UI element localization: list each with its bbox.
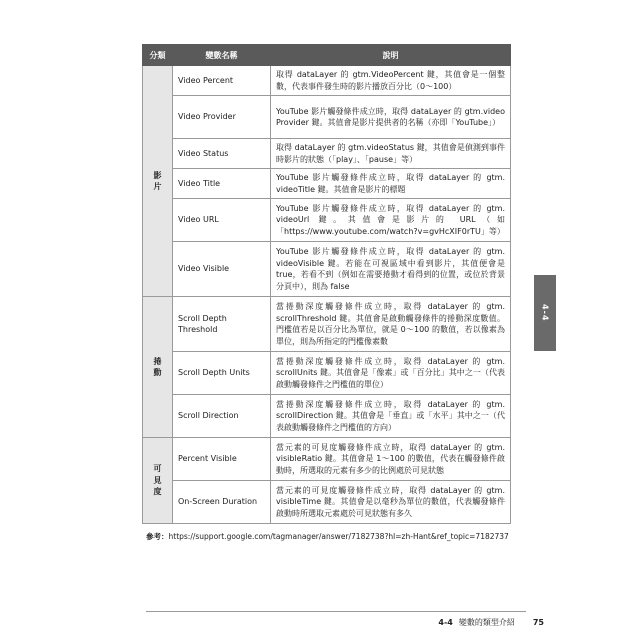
variable-description: YouTube 影片觸發條件成立時，取得 dataLayer 的 gtm. videoVisible 鍵。若能在可視區域中看到影片，其值便會是 true，若看不到（例如在需要捲動才看得到的位置，或位於背景分頁中），則為 false (271, 242, 511, 297)
variable-description: 當捲動深度觸發條件成立時，取得 dataLayer 的 gtm. scrollThreshold 鍵。其值會是啟動觸發條件的捲動深度數值。門檻值若是以百分比為單位，就是 0～100 的數值，若以像素為單位，則為所指定的門檻像素數 (271, 297, 511, 352)
variable-name: Video Provider (173, 96, 271, 139)
reference-note (146, 531, 509, 542)
table-row (143, 481, 511, 524)
variable-description: 當捲動深度觸發條件成立時，取得 dataLayer 的 gtm. scrollUnits 鍵。其值會是「像素」或「百分比」其中之一（代表啟動觸發條件之門檻值的單位） (271, 352, 511, 395)
footer-title: 變數的類型介紹 (458, 618, 515, 627)
footer-divider (146, 611, 526, 612)
category-char: 捲 (153, 356, 162, 366)
variable-description: 當元素的可見度觸發條件成立時，取得 dataLayer 的 gtm. visibleTime 鍵。其值會是以毫秒為單位的數值，代表觸發條件啟動時所選取元素處於可見狀態有多久 (271, 481, 511, 524)
variable-description: 當捲動深度觸發條件成立時，取得 dataLayer 的 gtm. scrollDirection 鍵。其值會是「垂直」或「水平」其中之一（代表啟動觸發條件之門檻值的方向） (271, 395, 511, 438)
chapter-side-tab (534, 275, 556, 351)
variable-description: YouTube 影片觸發條件成立時，取得 dataLayer 的 gtm. videoTitle 鍵。其值會是影片的標題 (271, 169, 511, 199)
header-variable-name: 變數名稱 (173, 45, 271, 66)
variable-description: YouTube 影片觸發條件成立時，取得 dataLayer 的 gtm. videoUrl 鍵。其值會是影片的 URL（如「https://www.youtube.com/watch?v=gvHcXIF0rTU」等） (271, 199, 511, 242)
reference-label: 參考： (146, 532, 169, 541)
variable-name: Video Status (173, 139, 271, 169)
category-scroll (143, 297, 173, 438)
page-footer (438, 617, 544, 628)
variables-table (142, 44, 511, 524)
table-row (143, 66, 511, 96)
variable-name: Video Title (173, 169, 271, 199)
variable-name: Video Visible (173, 242, 271, 297)
footer-chapter: 4-4 (438, 618, 453, 627)
variable-name: Scroll Direction (173, 395, 271, 438)
variable-name: Scroll Depth Units (173, 352, 271, 395)
category-char: 見 (153, 475, 162, 485)
variable-description: 取得 dataLayer 的 gtm.videoStatus 鍵，其值會是偵測到事件時影片的狀態（「play」、「pause」等） (271, 139, 511, 169)
category-visibility (143, 438, 173, 524)
variable-description: 取得 dataLayer 的 gtm.VideoPercent 鍵，其值會是一個整數，代表事件發生時的影片播放百分比（0～100） (271, 66, 511, 96)
table-row (143, 242, 511, 297)
side-tab-label: 4-4 (540, 304, 550, 322)
category-video (143, 66, 173, 297)
category-char: 度 (153, 487, 162, 497)
table-row (143, 438, 511, 481)
category-char: 可 (153, 464, 162, 474)
variable-description: 當元素的可見度觸發條件成立時，取得 dataLayer 的 gtm. visibleRatio 鍵。其值會是 1～100 的數值，代表在觸發條件啟動時，所選取的元素有多少的比例處於可見狀態 (271, 438, 511, 481)
table-row (143, 199, 511, 242)
reference-url[interactable]: https://support.google.com/tagmanager/answer/7182738?hl=zh-Hant&ref_topic=7182737 (168, 532, 509, 541)
table-row (143, 395, 511, 438)
category-char: 動 (153, 368, 162, 377)
variable-name: Percent Visible (173, 438, 271, 481)
variable-name: Scroll Depth Threshold (173, 297, 271, 352)
header-description: 說明 (271, 45, 511, 66)
category-char: 片 (153, 182, 162, 191)
variable-name: Video URL (173, 199, 271, 242)
table-row (143, 169, 511, 199)
table-row (143, 139, 511, 169)
table-header-row (143, 45, 511, 66)
variable-name: On-Screen Duration (173, 481, 271, 524)
variable-description: YouTube 影片觸發條件成立時，取得 dataLayer 的 gtm.video Provider 鍵。其值會是影片提供者的名稱（亦即「YouTube」） (271, 96, 511, 139)
page-number: 75 (532, 618, 544, 627)
table-row (143, 352, 511, 395)
category-char: 影 (153, 170, 162, 180)
table-row (143, 297, 511, 352)
header-category: 分類 (143, 45, 173, 66)
variable-name: Video Percent (173, 66, 271, 96)
table-row (143, 96, 511, 139)
